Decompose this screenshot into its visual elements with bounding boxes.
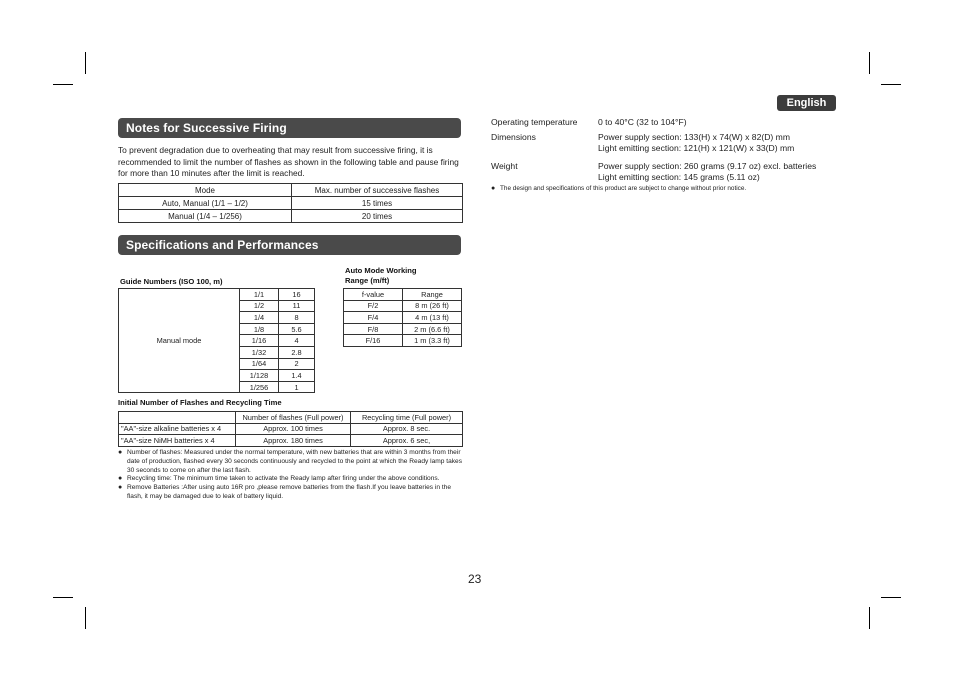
- table-cell: 4: [279, 335, 315, 347]
- table-cell: 11: [279, 300, 315, 312]
- list-item: [118, 449, 463, 475]
- table-row: [344, 312, 462, 324]
- table-cell: Approx. 100 times: [236, 423, 351, 435]
- table-row: [119, 210, 463, 223]
- guide-numbers-table: [118, 288, 315, 393]
- crop-mark: [869, 607, 870, 629]
- spec-value-line: Light emitting section: 121(H) x 121(W) x 33(D) mm: [598, 142, 795, 153]
- spec-value: 0 to 40°C (32 to 104°F): [598, 117, 687, 127]
- table-cell: 1/4: [240, 312, 279, 324]
- crop-mark: [85, 607, 86, 629]
- table-cell: 1/2: [240, 300, 279, 312]
- spec-label: Operating temperature: [491, 117, 578, 127]
- note-text: Remove Batteries :After using auto 16R pro ,please remove batteries from the flash.If you leave batteries in the flash, it may be damaged due to leak of battery liquid.: [127, 484, 451, 500]
- bullet-icon: ●: [491, 185, 496, 192]
- spec-label: Dimensions: [491, 132, 536, 142]
- spec-value-line: Light emitting section: 145 grams (5.11 oz): [598, 171, 760, 182]
- crop-mark: [85, 52, 86, 74]
- table-cell: 1/32: [240, 346, 279, 358]
- list-item: [118, 475, 463, 484]
- initial-flashes-table: [118, 411, 463, 447]
- table-cell: 1/8: [240, 323, 279, 335]
- spec-value: [598, 132, 848, 153]
- table-row: [344, 335, 462, 347]
- table-cell: Approx. 180 times: [236, 435, 351, 447]
- table-cell: 1/64: [240, 358, 279, 370]
- note-text: The design and specifications of this product are subject to change without prior notice.: [500, 185, 747, 192]
- table-cell: Approx. 8 sec.: [351, 423, 463, 435]
- table-cell: Manual (1/4 – 1/256): [119, 210, 292, 223]
- table-cell: 2 m (6.6 ft): [403, 323, 462, 335]
- table-header: Max. number of successive flashes: [292, 184, 463, 197]
- table-row: [344, 323, 462, 335]
- table-header: [119, 412, 236, 424]
- table-cell: 15 times: [292, 197, 463, 210]
- spec-value: [598, 161, 848, 182]
- table-row: [119, 197, 463, 210]
- table-cell: 2: [279, 358, 315, 370]
- crop-mark: [881, 597, 901, 598]
- notes-list: [118, 449, 463, 502]
- table-cell: 8 m (26 ft): [403, 300, 462, 312]
- page-number: 23: [468, 572, 482, 586]
- initial-flashes-title: Initial Number of Flashes and Recycling Time: [118, 398, 282, 407]
- specifications-heading: Specifications and Performances: [118, 235, 461, 255]
- table-cell: 1: [279, 381, 315, 393]
- successive-firing-heading: Notes for Successive Firing: [118, 118, 461, 138]
- table-header-row: [119, 184, 463, 197]
- successive-firing-paragraph: To prevent degradation due to overheating that may result from successive firing, it is recommended to limit the number of flashes as shown in the following table and pause firing for more than 10 minutes after the limit is reached.: [118, 145, 459, 178]
- table-cell: F/8: [344, 323, 403, 335]
- bullet-icon: ●: [118, 449, 123, 456]
- table-cell: Auto, Manual (1/1 – 1/2): [119, 197, 292, 210]
- table-cell: 1.4: [279, 370, 315, 382]
- table-header: Range: [403, 289, 462, 301]
- bullet-icon: ●: [118, 475, 123, 483]
- crop-mark: [53, 84, 73, 85]
- table-cell: Approx. 6 sec,: [351, 435, 463, 447]
- table-cell: F/2: [344, 300, 403, 312]
- list-item: [118, 484, 463, 502]
- table-row: [119, 435, 463, 447]
- table-header: Recycling time (Full power): [351, 412, 463, 424]
- table-header-row: [344, 289, 462, 301]
- auto-range-table: [343, 288, 462, 347]
- table-row: [119, 289, 315, 301]
- bullet-icon: ●: [118, 484, 123, 492]
- table-header: Mode: [119, 184, 292, 197]
- table-cell: 1/256: [240, 381, 279, 393]
- crop-mark: [53, 597, 73, 598]
- table-header-row: [119, 412, 463, 424]
- spec-value-line: Power supply section: 133(H) x 74(W) x 82(D) mm: [598, 132, 790, 142]
- language-badge: English: [777, 95, 836, 111]
- auto-range-title: [345, 266, 417, 286]
- note-text: Recycling time: The minimum time taken to activate the Ready lamp after firing under the above conditions.: [127, 475, 440, 483]
- auto-range-title-line: Auto Mode Working: [345, 266, 417, 275]
- table-cell: 1 m (3.3 ft): [403, 335, 462, 347]
- table-cell: 16: [279, 289, 315, 301]
- spec-value-line: Power supply section: 260 grams (9.17 oz) excl. batteries: [598, 161, 817, 171]
- table-cell: F/16: [344, 335, 403, 347]
- note-text: Number of flashes: Measured under the normal temperature, with new batteries that are within 3 months from their date of production, flashed every 30 seconds continuously and recycled to the point at which the Ready lamp takes 30 seconds to come on after the last flash.: [127, 449, 463, 474]
- auto-range-title-line: Range (m/ft): [345, 276, 390, 285]
- manual-mode-label: Manual mode: [119, 289, 240, 393]
- table-cell: 8: [279, 312, 315, 324]
- successive-flashes-table: [118, 183, 463, 223]
- table-cell: 5.6: [279, 323, 315, 335]
- table-row: [119, 423, 463, 435]
- design-change-note: [491, 185, 851, 193]
- table-cell: 1/1: [240, 289, 279, 301]
- table-header: Number of flashes (Full power): [236, 412, 351, 424]
- table-cell: "AA"-size alkaline batteries x 4: [119, 423, 236, 435]
- table-cell: 4 m (13 ft): [403, 312, 462, 324]
- spec-label: Weight: [491, 161, 518, 171]
- table-cell: 1/128: [240, 370, 279, 382]
- table-row: [344, 300, 462, 312]
- table-header: f-value: [344, 289, 403, 301]
- table-cell: "AA"-size NiMH batteries x 4: [119, 435, 236, 447]
- table-cell: F/4: [344, 312, 403, 324]
- crop-mark: [881, 84, 901, 85]
- table-cell: 1/16: [240, 335, 279, 347]
- crop-mark: [869, 52, 870, 74]
- guide-numbers-title: Guide Numbers (ISO 100, m): [120, 277, 223, 286]
- table-cell: 2.8: [279, 346, 315, 358]
- table-cell: 20 times: [292, 210, 463, 223]
